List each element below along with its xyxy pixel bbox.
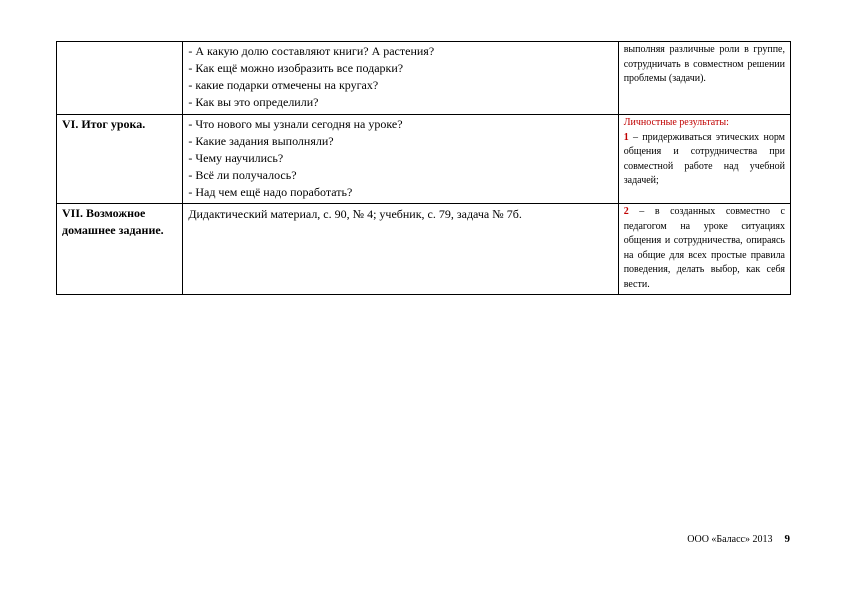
lesson-plan-table	[56, 41, 791, 295]
question-line: - какие подарки отмечены на кругах?	[188, 78, 379, 92]
results-cell	[618, 42, 790, 115]
result-number: 2	[623, 206, 629, 217]
questions-cell	[183, 115, 618, 204]
question-line: - Что нового мы узнали сегодня на уроке?	[188, 117, 403, 131]
table-row	[57, 42, 791, 115]
question-line: - Как вы это определили?	[188, 95, 319, 109]
question-line: - Какие задания выполняли?	[188, 134, 334, 148]
result-text: выполняя различные роли в группе, сотрудничать в совместном решении проблемы (задачи).	[623, 44, 785, 84]
questions-cell	[183, 42, 618, 115]
question-line: - Всё ли получалось?	[188, 168, 297, 182]
page-footer	[600, 533, 790, 545]
question-line: - Над чем ещё надо поработать?	[188, 185, 353, 199]
result-text: – придерживаться этических норм общения и сотрудничества при совместной работе над учебной задачей;	[623, 131, 785, 186]
table-row	[57, 115, 791, 204]
page-number: 9	[784, 533, 790, 545]
question-line: - Чему научились?	[188, 151, 284, 165]
stage-cell	[57, 42, 183, 115]
question-line: - Как ещё можно изобразить все подарки?	[188, 61, 404, 75]
stage-cell: VII. Возможное домашнее задание.	[57, 204, 183, 295]
result-number: 1	[623, 131, 629, 143]
personal-results-heading: Личностные результаты:	[623, 117, 729, 128]
question-line: - А какую долю составляют книги? А растения?	[188, 44, 435, 58]
results-cell	[618, 204, 790, 295]
result-text: – в созданных совместно с педагогом на уроке ситуациях общения и сотрудничества, опираясь на общие для всех простые правила поведения, делать выбор, как себя вести.	[623, 206, 785, 290]
stage-cell: VI. Итог урока.	[57, 115, 183, 204]
homework-cell: Дидактический материал, с. 90, № 4; учебник, с. 79, задача № 7б.	[183, 204, 618, 295]
results-cell	[618, 115, 790, 204]
publisher-text: ООО «Баласс» 2013	[687, 534, 773, 545]
table-row	[57, 204, 791, 295]
